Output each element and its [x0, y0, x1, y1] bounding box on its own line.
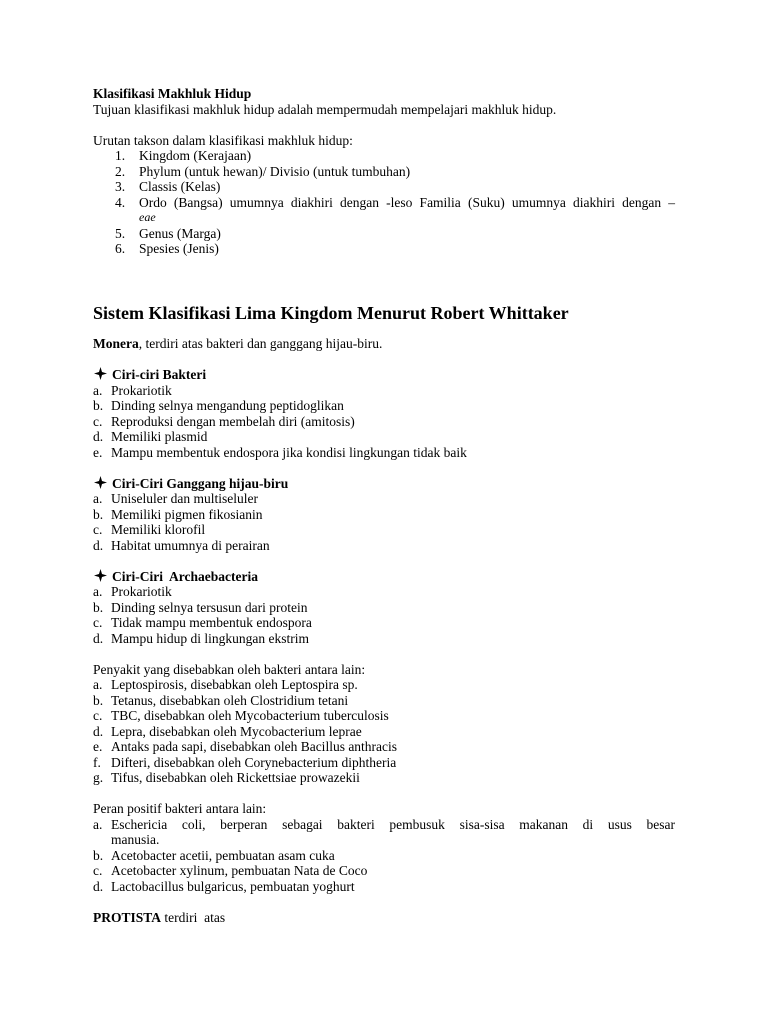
taxa-heading: Urutan takson dalam klasifikasi makhluk hidup:	[93, 132, 353, 148]
list-item: b. Tetanus, disebabkan oleh Clostridium tetani	[93, 692, 349, 708]
intro-line: Tujuan klasifikasi makhluk hidup adalah mempermudah mempelajari makhluk hidup.	[93, 101, 557, 117]
list-item: 5. Genus (Marga)	[115, 225, 221, 241]
intro-title: Klasifikasi Makhluk Hidup	[93, 86, 252, 101]
list-item: d. Habitat umumnya di perairan	[93, 537, 270, 553]
list-item: 1. Kingdom (Kerajaan)	[115, 148, 252, 163]
list-item: b. Dinding selnya tersusun dari protein	[93, 599, 308, 615]
group-heading: Ciri-ciri Bakteri	[93, 367, 675, 383]
list-item: b. Acetobacter acetii, pembuatan asam cuka	[93, 847, 335, 863]
list-item: c. Reproduksi dengan membelah diri (amitosis)	[93, 413, 355, 429]
list-item: c. Memiliki klorofil	[93, 522, 206, 537]
list-item: a. Eschericia coli, berperan sebagai bakteri pembusuk sisa-sisa makanan di usus besar manusia.	[93, 816, 675, 847]
ganggang-list	[93, 491, 675, 553]
list-item: 4. Ordo (Bangsa) umumnya diakhiri dengan -leso Familia (Suku) umumnya diakhiri dengan – eae	[115, 194, 675, 224]
diseases-list	[93, 677, 675, 786]
positive-heading: Peran positif bakteri antara lain:	[93, 801, 267, 816]
protista-line: PROTISTA terdiri atas	[93, 909, 226, 925]
list-item: e. Mampu membentuk endospora jika kondisi lingkungan tidak baik	[93, 444, 467, 460]
bakteri-list	[93, 383, 675, 461]
section-title: Sistem Klasifikasi Lima Kingdom Menurut Robert Whittaker	[93, 303, 569, 323]
list-item: d. Mampu hidup di lingkungan ekstrim	[93, 630, 309, 646]
list-item: a. Prokariotik	[93, 584, 172, 599]
list-item: e. Antaks pada sapi, disebabkan oleh Bacillus anthracis	[93, 739, 398, 754]
list-item: c. TBC, disebabkan oleh Mycobacterium tuberculosis	[93, 708, 389, 723]
diamond-bullet-icon	[94, 569, 109, 585]
intro-section	[93, 86, 675, 257]
group-heading: Ciri-Ciri Ganggang hijau-biru	[93, 476, 675, 492]
list-item: b. Dinding selnya mengandung peptidoglikan	[93, 398, 344, 413]
list-item: f. Difteri, disebabkan oleh Corynebacterium diphtheria	[93, 754, 397, 770]
list-item: d. Lactobacillus bulgaricus, pembuatan yoghurt	[93, 878, 355, 894]
positive-list	[93, 817, 675, 895]
list-item: c. Acetobacter xylinum, pembuatan Nata de Coco	[93, 863, 368, 878]
list-item: a. Uniseluler dan multiseluler	[93, 491, 258, 506]
list-item: 6. Spesies (Jenis)	[115, 241, 219, 256]
list-item: d. Memiliki plasmid	[93, 429, 208, 444]
diamond-bullet-icon	[94, 367, 109, 383]
kingdom-section	[93, 336, 675, 925]
group-heading: Ciri-Ciri Archaebacteria	[93, 569, 675, 585]
archaebacteria-list	[93, 584, 675, 646]
list-item: d. Lepra, disebabkan oleh Mycobacterium leprae	[93, 723, 362, 739]
list-item: a. Prokariotik	[93, 382, 172, 398]
diamond-bullet-icon	[94, 476, 109, 492]
list-item: 2. Phylum (untuk hewan)/ Divisio (untuk tumbuhan)	[115, 163, 411, 179]
diseases-heading: Penyakit yang disebabkan oleh bakteri antara lain:	[93, 661, 366, 677]
list-item: c. Tidak mampu membentuk endospora	[93, 615, 312, 630]
taxa-list	[93, 148, 675, 257]
list-item: 3. Classis (Kelas)	[115, 179, 221, 194]
list-item: b. Memiliki pigmen fikosianin	[93, 506, 263, 522]
monera-line: Monera, terdiri atas bakteri dan ganggang hijau-biru.	[93, 336, 383, 351]
list-item: g. Tifus, disebabkan oleh Rickettsiae prowazekii	[93, 770, 360, 785]
list-item: a. Leptospirosis, disebabkan oleh Leptospira sp.	[93, 677, 358, 692]
